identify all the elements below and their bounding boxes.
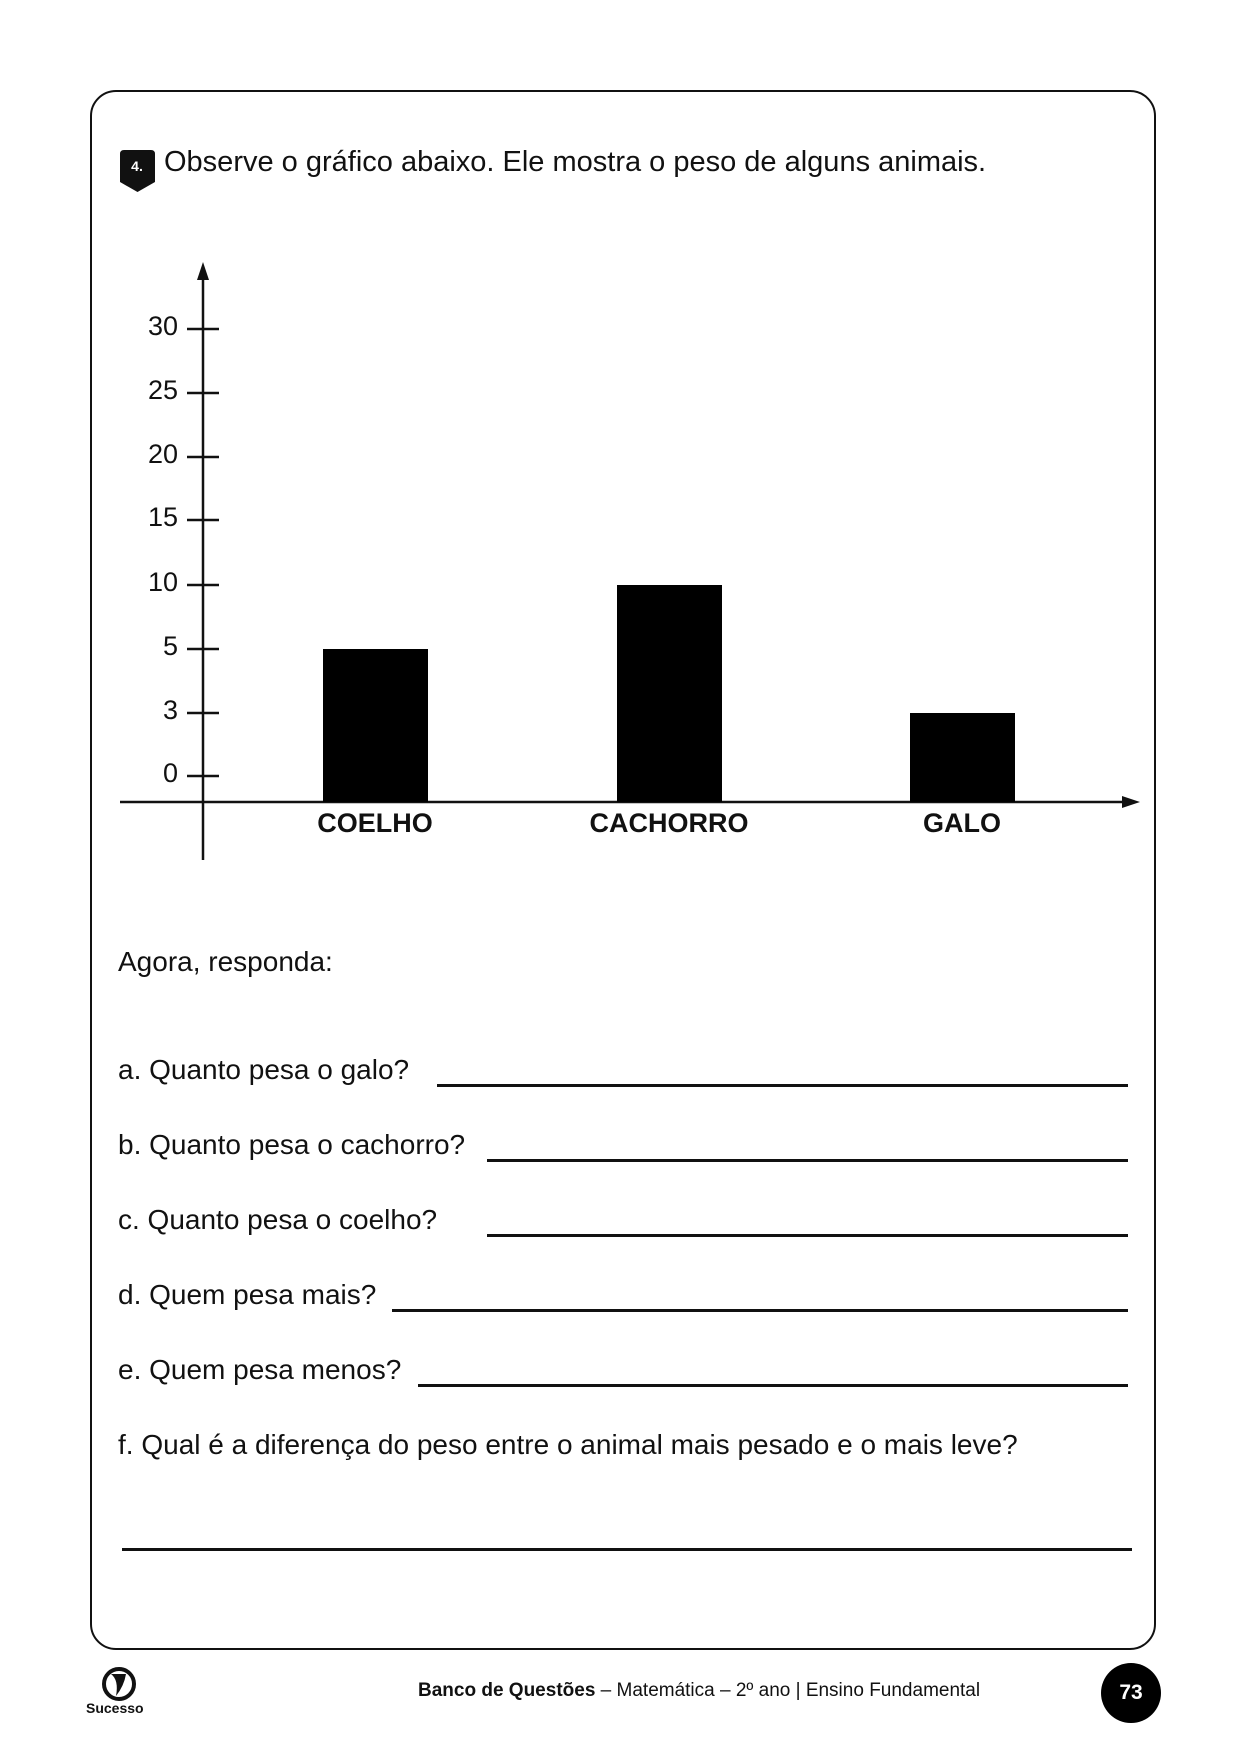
bar-coelho — [323, 649, 428, 802]
answer-line[interactable] — [392, 1309, 1128, 1312]
y-tick-label: 20 — [147, 439, 178, 469]
footer-subtitle: – Matemática – 2º ano | Ensino Fundamental — [595, 1680, 981, 1701]
question-item: e. Quem pesa menos? — [118, 1354, 402, 1385]
answer-line[interactable] — [487, 1234, 1128, 1237]
question-item: a. Quanto pesa o galo? — [118, 1054, 410, 1085]
y-tick-label: 5 — [162, 631, 178, 661]
bar-cachorro — [617, 585, 722, 802]
prompt-text: Agora, responda: — [118, 946, 333, 977]
bar-galo — [910, 713, 1015, 802]
footer-text — [418, 1680, 980, 1702]
page-number: 73 — [1101, 1663, 1161, 1723]
answer-line[interactable] — [418, 1384, 1128, 1387]
question-title: Observe o gráfico abaixo. Ele mostra o peso de alguns animais. — [164, 146, 987, 178]
category-label: GALO — [923, 808, 1001, 838]
answer-line[interactable] — [122, 1548, 1132, 1551]
y-tick-label: 3 — [162, 695, 178, 725]
svg-text:4.: 4. — [131, 158, 143, 174]
question-item: d. Quem pesa mais? — [118, 1279, 377, 1310]
category-label: CACHORRO — [589, 808, 749, 838]
category-label: COELHO — [317, 808, 433, 838]
question-item: c. Quanto pesa o coelho? — [118, 1204, 438, 1235]
footer-book: Banco de Questões — [418, 1680, 596, 1701]
y-tick-label: 30 — [147, 311, 178, 341]
y-tick-label: 10 — [147, 567, 178, 597]
answer-line[interactable] — [437, 1084, 1128, 1087]
answer-line[interactable] — [487, 1159, 1128, 1162]
y-tick-label: 25 — [147, 375, 178, 405]
question-item: b. Quanto pesa o cachorro? — [118, 1129, 466, 1160]
y-tick-label: 0 — [162, 758, 178, 788]
logo-text: Sucesso — [86, 1700, 144, 1716]
question-item: f. Qual é a diferença do peso entre o animal mais pesado e o mais leve? — [118, 1429, 1018, 1460]
y-tick-label: 15 — [147, 502, 178, 532]
